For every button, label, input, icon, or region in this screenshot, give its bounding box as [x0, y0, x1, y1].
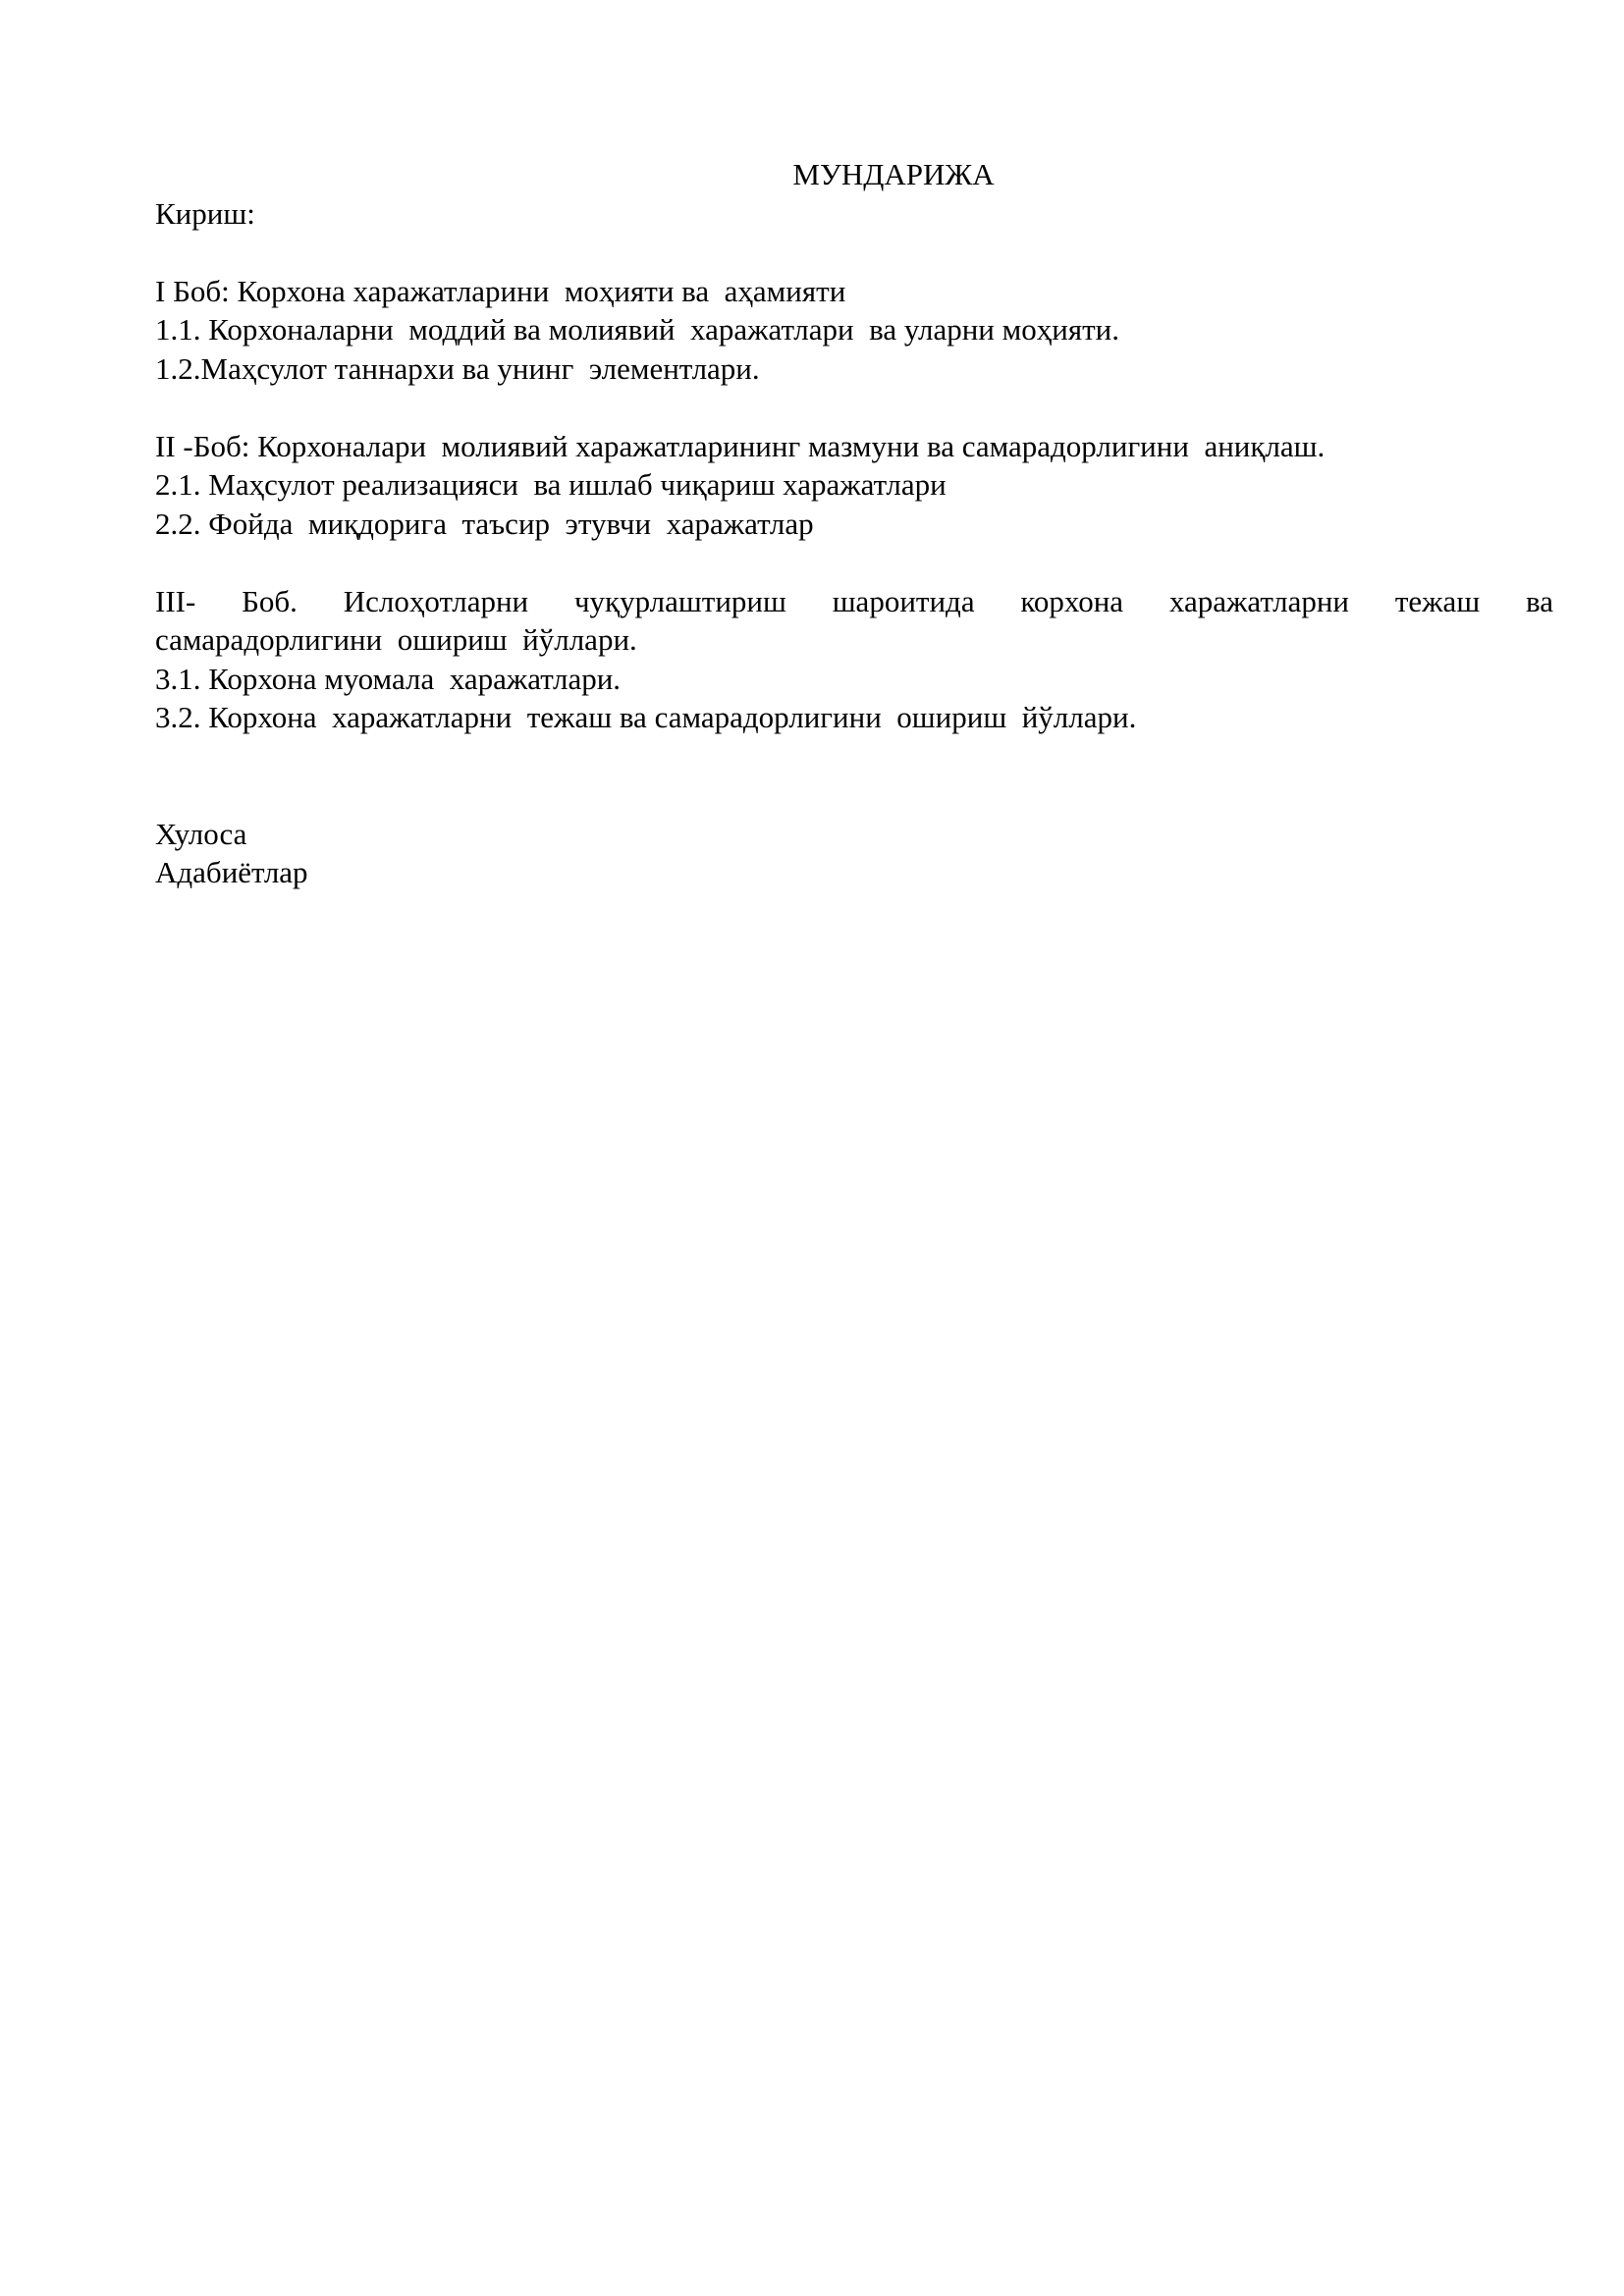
section-2-2: 2.2. Фойда миқдорига таъсир этувчи харажатлар	[155, 506, 814, 541]
spacer	[155, 737, 1553, 815]
table-of-contents	[155, 155, 1553, 892]
chapter-2-heading: II -Боб: Корхоналари молиявий харажатларининг мазмуни ва самарадорлигини аниқлаш.	[155, 428, 1326, 463]
spacer	[155, 233, 1553, 272]
toc-title: МУНДАРИЖА	[792, 157, 995, 191]
section-2-1: 2.1. Маҳсулот реализацияси ва ишлаб чиқариш харажатлари	[155, 467, 947, 502]
toc-intro: Кириш:	[155, 195, 255, 231]
toc-references: Адабиётлар	[155, 855, 308, 889]
chapter-1-heading: I Боб: Корхона харажатларини моҳияти ва аҳамияти	[155, 273, 846, 308]
spacer	[155, 388, 1553, 427]
chapter-3-heading-line-2: самарадорлигини ошириш йўллари.	[155, 622, 637, 657]
toc-conclusion: Хулоса	[155, 816, 247, 851]
section-3-2: 3.2. Корхона харажатларни тежаш ва самарадорлигини ошириш йўллари.	[155, 700, 1137, 734]
section-1-2: 1.2.Маҳсулот таннархи ва унинг элементлари.	[155, 350, 760, 386]
chapter-3-heading-line-1: III- Боб. Ислоҳотларни чуқурлаштириш шароитида корхона харажатларни тежаш ва	[155, 583, 1553, 618]
section-3-1: 3.1. Корхона муомала харажатлари.	[155, 661, 622, 696]
section-1-1: 1.1. Корхоналарни моддий ва молиявий харажатлари ва уларни моҳияти.	[155, 312, 1119, 347]
spacer	[155, 543, 1553, 582]
